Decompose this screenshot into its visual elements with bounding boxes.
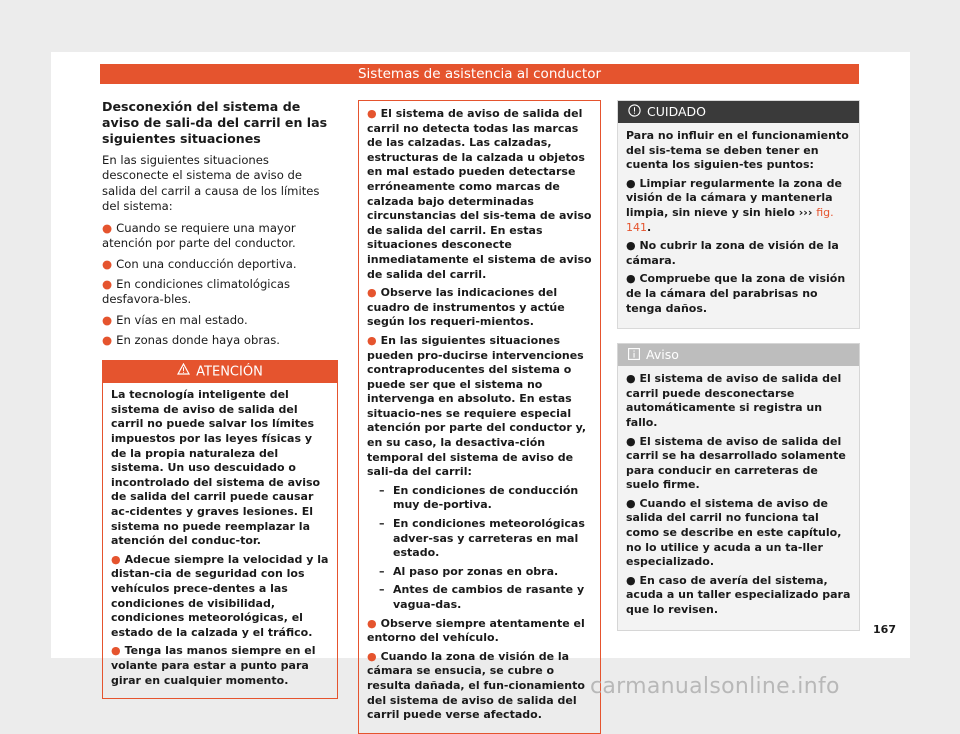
info-icon bbox=[628, 345, 640, 367]
warning-triangle-icon bbox=[177, 361, 190, 383]
bullet-icon: ● bbox=[111, 644, 121, 658]
warning-bullet: ● Observe las indicaciones del cuadro de instrumentos y actúe según los requeri-mientos. bbox=[367, 286, 565, 329]
warning-bullet: ● Cuando la zona de visión de la cámara se ensucia, se cubre o resulta dañada, el fun-cionamiento del sistema de aviso de salida del carril puede verse afectado. bbox=[367, 649, 585, 722]
page-number: 167 bbox=[873, 623, 896, 636]
watermark: carmanualsonline.info bbox=[590, 674, 840, 699]
column-left bbox=[102, 99, 338, 699]
bullet-icon: ● bbox=[102, 332, 113, 347]
caution-bullet: ● Compruebe que la zona de visión de la cámara del parabrisas no tenga daños. bbox=[626, 272, 846, 315]
caution-header bbox=[618, 101, 859, 123]
intro-text: En las siguientes situaciones desconecte el sistema de aviso de salida del carril a causa de los límites del sistema: bbox=[102, 153, 320, 213]
bullet-icon: ● bbox=[367, 649, 377, 663]
caution-body bbox=[618, 123, 859, 328]
warning-bullet: ● Observe siempre atentamente el entorno del vehículo. bbox=[367, 616, 585, 645]
dash-item: – Antes de cambios de rasante y vagua-das. bbox=[367, 583, 592, 612]
situation-list bbox=[102, 221, 338, 348]
note-title: Aviso bbox=[646, 347, 679, 363]
bullet-icon: ● bbox=[102, 312, 113, 327]
caution-intro: Para no influir en el funcionamiento del sis-tema se deben tener en cuenta los siguien-tes puntos: bbox=[626, 129, 849, 172]
bullet-icon: ● bbox=[367, 616, 377, 630]
figure-link[interactable]: fig. 141 bbox=[626, 205, 834, 234]
dash-item: – Al paso por zonas en obra. bbox=[367, 565, 592, 580]
bullet-icon: ● bbox=[367, 286, 377, 300]
exclamation-circle-icon bbox=[628, 102, 641, 124]
warning-bullet: ● Tenga las manos siempre en el volante para estar a punto para girar en cualquier momento. bbox=[111, 644, 316, 687]
note-bullet: ● Cuando el sistema de aviso de salida del carril no funciona tal como se describe en este capítulo, no lo utilice y acuda a un ta-ller especializado. bbox=[626, 496, 842, 569]
caution-box bbox=[617, 100, 860, 329]
bullet-icon: ● bbox=[367, 333, 377, 347]
dash-item: – En condiciones de conducción muy de-portiva. bbox=[367, 484, 592, 513]
warning-bullet: ● Adecue siempre la velocidad y la distan-cia de seguridad con los vehículos prece-dentes a las condiciones de visibilidad, condiciones meteorológicas, el estado de la calzada y el tráfico. bbox=[111, 552, 329, 639]
warning-bullet: ● El sistema de aviso de salida del carril no detecta todas las marcas de las calzadas. Las calzadas, estructuras de la calzada u objetos en mal estado pueden detectarse erróneamente como marcas de calzada bajo determinadas circunstancias del sis-tema de aviso de salida del carril. En estas situaciones desconecte inmediatamente el sistema de aviso de salida del carril. bbox=[367, 107, 592, 281]
warning-continuation-box bbox=[358, 100, 601, 734]
warning-header bbox=[103, 361, 337, 383]
caution-bullet: ● No cubrir la zona de visión de la cámara. bbox=[626, 239, 839, 267]
caution-bullet: ● Limpiar regularmente la zona de visión de la cámara y mantenerla limpia, sin nieve y sin hielo ››› fig. 141. bbox=[626, 176, 842, 234]
caution-title: CUIDADO bbox=[647, 104, 706, 119]
warning-bullet: ● En las siguientes situaciones pueden pro-ducirse intervenciones contraproducentes del sistema o puede ser que el sistema no intervenga en absoluto. En estas situacio-nes se requiere especial atención por parte del conductor y, en su caso, la desactiva-ción temporal del sistema de aviso de sali-da del carril: bbox=[367, 333, 587, 479]
dash-item: – En condiciones meteorológicas adver-sas y carreteras en mal estado. bbox=[367, 517, 592, 561]
bullet-icon: ● bbox=[111, 552, 121, 566]
list-item: ● En vías en mal estado. bbox=[102, 312, 248, 327]
list-item: ● En zonas donde haya obras. bbox=[102, 332, 280, 347]
note-box bbox=[617, 343, 860, 631]
list-item: ● Cuando se requiere una mayor atención por parte del conductor. bbox=[102, 221, 296, 251]
note-body bbox=[618, 366, 859, 630]
bullet-icon: ● bbox=[102, 256, 113, 271]
section-heading: Desconexión del sistema de aviso de sali-da del carril en las siguientes situaciones bbox=[102, 99, 328, 146]
warning-body bbox=[103, 383, 337, 698]
list-item: ● En condiciones climatológicas desfavora-bles. bbox=[102, 277, 291, 307]
warning-text: La tecnología inteligente del sistema de aviso de salida del carril no puede salvar los límites impuestos por las leyes físicas y de la propia naturaleza del sistema. Un uso descuidado o incontrolado del sistema de aviso de salida del carril puede causar ac-cidentes y graves lesiones. El sistema no puede reemplazar la atención del conduc-tor. bbox=[111, 388, 321, 548]
warning-title: ATENCIÓN bbox=[196, 364, 263, 380]
column-right bbox=[617, 100, 860, 631]
column-middle bbox=[358, 100, 601, 734]
note-bullet: ● En caso de avería del sistema, acuda a un taller especializado para que lo revisen. bbox=[626, 573, 851, 617]
bullet-icon: ● bbox=[102, 277, 113, 292]
bullet-icon: ● bbox=[367, 107, 377, 120]
list-item: ● Con una conducción deportiva. bbox=[102, 256, 297, 271]
bullet-icon: ● bbox=[102, 221, 113, 236]
note-bullet: ● El sistema de aviso de salida del carril puede desconectarse automáticamente si registra un fallo. bbox=[626, 372, 842, 429]
warning-box bbox=[102, 360, 338, 699]
note-bullet: ● El sistema de aviso de salida del carril se ha desarrollado solamente para conducir en carreteras de suelo firme. bbox=[626, 434, 846, 492]
section-header: Sistemas de asistencia al conductor bbox=[100, 64, 859, 84]
note-header bbox=[618, 344, 859, 366]
